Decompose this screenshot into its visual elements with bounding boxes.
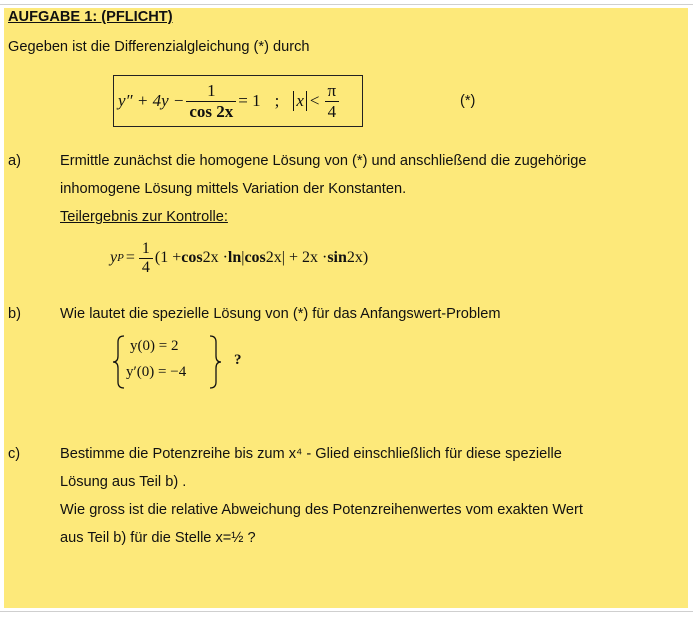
part-b-label: b): [8, 306, 21, 322]
eq-frac-num: 1: [207, 80, 216, 100]
yp-cos1: cos: [181, 249, 203, 266]
part-a-label: a): [8, 153, 21, 169]
yp-y: y: [110, 249, 118, 266]
task-title: AUFGABE 1: (PFLICHT): [8, 9, 173, 25]
yp-equals: =: [125, 249, 135, 266]
particular-solution: [110, 236, 368, 280]
differential-equation: [118, 79, 341, 123]
right-brace: [208, 334, 222, 390]
initial-condition-1: y(0) = 2: [130, 338, 179, 354]
part-c-line2: Lösung aus Teil b) .: [60, 474, 187, 490]
intro-text: Gegeben ist die Differenzialgleichung (*) durch: [8, 39, 310, 55]
yp-frac-num: 1: [141, 239, 150, 257]
eq-frac-den: cos 2x: [186, 101, 236, 122]
eq-pi: π: [327, 80, 337, 100]
eq-four: 4: [325, 101, 340, 122]
question-mark: ?: [234, 352, 242, 368]
yp-subscript: P: [117, 252, 124, 264]
eq-fraction: [186, 81, 236, 122]
part-c-line1: Bestimme die Potenzreihe bis zum x⁴ - Glied einschließlich für diese spezielle: [60, 446, 562, 462]
yp-frac-den: 4: [139, 258, 153, 277]
equation-marker: (*): [460, 93, 476, 109]
yp-part1: (1 +: [154, 249, 182, 266]
control-result-label: Teilergebnis zur Kontrolle:: [60, 209, 228, 225]
part-b-line1: Wie lautet die spezielle Lösung von (*) für das Anfangswert-Problem: [60, 306, 501, 322]
yp-part3: |: [241, 249, 245, 266]
part-a-line1: Ermittle zunächst die homogene Lösung von (*) und anschließend die zugehörige: [60, 153, 587, 169]
part-a-line2: inhomogene Lösung mittels Variation der Konstanten.: [60, 181, 407, 197]
eq-abs-x: x: [293, 91, 307, 111]
left-brace: [112, 334, 126, 390]
task-sheet: [4, 8, 688, 608]
eq-rhs: = 1: [238, 91, 261, 110]
yp-sin: sin: [327, 249, 347, 266]
top-rule: [0, 4, 693, 5]
eq-separator: ;: [274, 91, 280, 110]
yp-part5: 2x): [346, 249, 369, 266]
yp-fraction: [139, 240, 153, 277]
part-c-line3: Wie gross ist die relative Abweichung des Potenzreihenwertes vom exakten Wert: [60, 502, 583, 518]
part-c-line4: aus Teil b) für die Stelle x=½ ?: [60, 530, 256, 546]
yp-ln: ln: [227, 249, 242, 266]
eq-less-than: <: [309, 91, 320, 110]
eq-pi-fraction: [325, 81, 340, 122]
bottom-rule: [0, 611, 693, 612]
initial-condition-2: y′(0) = −4: [126, 364, 187, 380]
yp-part4: 2x| + 2x ·: [265, 249, 328, 266]
part-c-label: c): [8, 446, 21, 462]
yp-part2: 2x ·: [202, 249, 228, 266]
eq-lhs: y″ + 4y −: [118, 91, 185, 110]
yp-cos2: cos: [244, 249, 266, 266]
